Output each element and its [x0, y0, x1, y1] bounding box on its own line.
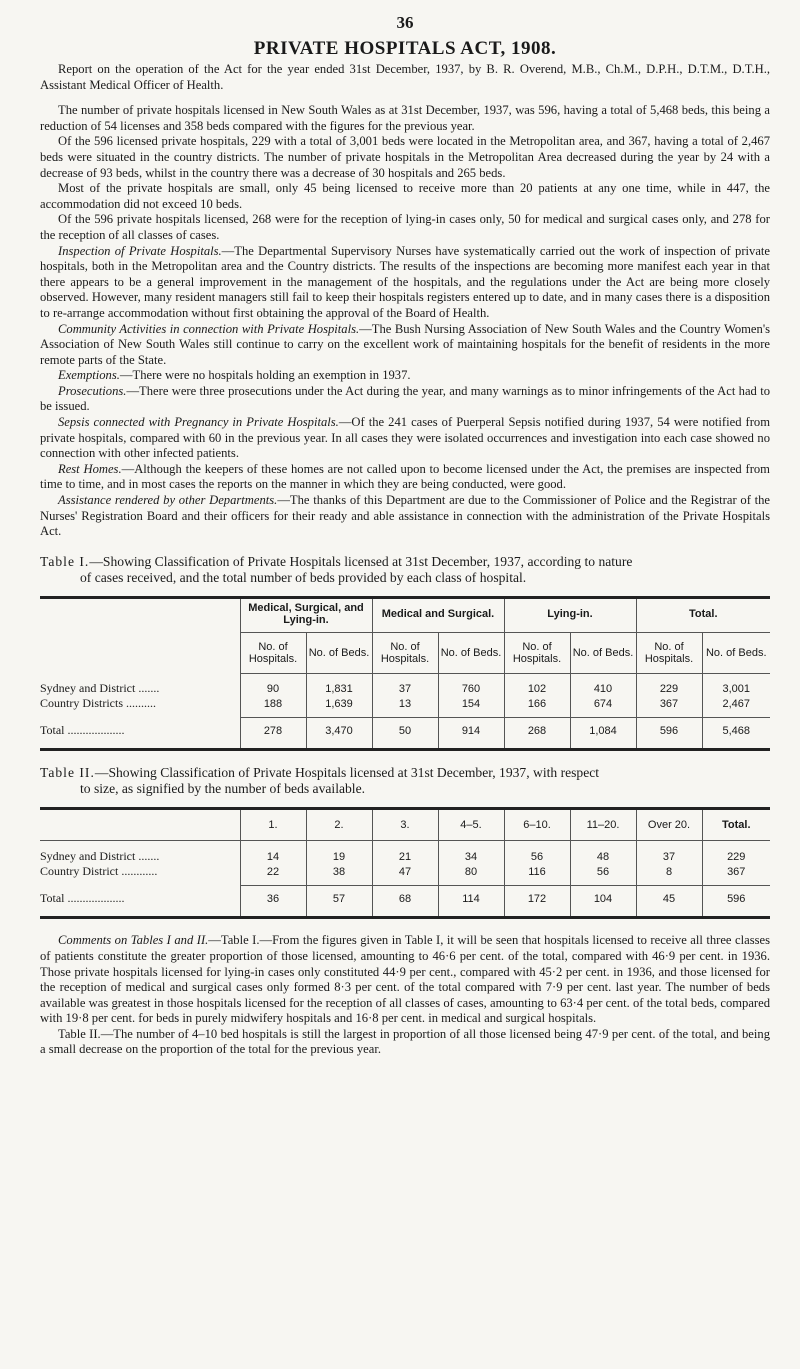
- table-cell: 410: [570, 673, 636, 696]
- table-cell: 37: [372, 673, 438, 696]
- table-cell: 21: [372, 841, 438, 865]
- exemptions-heading: Exemptions.: [58, 368, 120, 383]
- assistance-text: —The thanks of this Department are due to the Commissioner of Police and the Registrar of the Nurses' Registration Board and their officers for their ready and able assistance in connection with the administration of the Private Hospitals Act.: [40, 493, 771, 539]
- table-cell: 914: [438, 717, 504, 750]
- table-row: [40, 885, 770, 918]
- table1-group-lying-in: Lying-in.: [504, 597, 636, 632]
- table1-group-all: Medical, Surgical, and Lying-in.: [240, 597, 372, 632]
- table-row: [40, 717, 770, 750]
- table1-caption-text1: —Showing Classification of Private Hospitals licensed at 31st December, 1937, according to nature: [89, 553, 633, 569]
- inspection-heading: Inspection of Private Hospitals.: [58, 243, 222, 258]
- table-row: [40, 864, 770, 885]
- table-cell: 674: [570, 696, 636, 717]
- table-cell: 47: [372, 864, 438, 885]
- table-cell: 56: [504, 841, 570, 865]
- table2-total-label: Total ...................: [40, 891, 125, 906]
- exemptions-text: —There were no hospitals holding an exemption in 1937.: [119, 368, 411, 383]
- prosecutions-text: —There were three prosecutions under the Act during the year, and many warnings as to minor infringements of the Act had to be issued.: [40, 383, 770, 414]
- table1-sub-hospitals: No. of Hospitals.: [504, 632, 570, 673]
- table-cell: 13: [372, 696, 438, 717]
- table1: [40, 596, 770, 752]
- table2-caption: [40, 765, 770, 797]
- table2-header: 4–5.: [438, 809, 504, 841]
- table-cell: 80: [438, 864, 504, 885]
- table-cell: 229: [702, 841, 770, 865]
- table-cell: 1,639: [306, 696, 372, 717]
- table-cell: 1,084: [570, 717, 636, 750]
- table1-sub-hospitals: No. of Hospitals.: [372, 632, 438, 673]
- sepsis-text: —Of the 241 cases of Puerperal Sepsis notified during 1937, 54 were notified from private hospitals, compared with 60 in the previous year. In all cases they were isolated occurrences and investigation into each case showed no connection with other infected patients.: [40, 415, 771, 461]
- table2-caption-text1: —Showing Classification of Private Hospitals licensed at 31st December, 1937, with respect: [94, 765, 600, 781]
- table-cell: 172: [504, 885, 570, 918]
- table1-total-label: Total ...................: [40, 723, 125, 738]
- table-cell: 268: [504, 717, 570, 750]
- table-cell: 116: [504, 864, 570, 885]
- table-row: [40, 673, 770, 696]
- table2-header: 2.: [306, 809, 372, 841]
- assistance-heading: Assistance rendered by other Departments.: [58, 493, 278, 508]
- paragraph-community: [40, 322, 770, 369]
- paragraph-exemptions: [40, 368, 770, 384]
- report-byline: Report on the operation of the Act for the year ended 31st December, 1937, by B. R. Overend, M.B., Ch.M., D.P.H., D.T.M., D.T.H., Assistant Medical Officer of Health.: [40, 62, 770, 92]
- table-cell: 57: [306, 885, 372, 918]
- paragraph-licensed-count: The number of private hospitals licensed in New South Wales as at 31st December, 1937, was 596, having a total of 5,468 beds, this being a reduction of 54 licenses and 358 beds compared with the figures for the previous year.: [40, 103, 770, 133]
- table-cell: 278: [240, 717, 306, 750]
- table1-row-label: Sydney and District .......: [40, 681, 160, 696]
- paragraph-prosecutions: [40, 384, 770, 415]
- table-cell: 37: [636, 841, 702, 865]
- table-cell: 68: [372, 885, 438, 918]
- table1-sub-hospitals: No. of Hospitals.: [636, 632, 702, 673]
- table2-header: 6–10.: [504, 809, 570, 841]
- table1-sub-beds: No. of Beds.: [438, 632, 504, 673]
- table2-row-label: Sydney and District .......: [40, 849, 160, 864]
- paragraph-metropolitan: Of the 596 licensed private hospitals, 229 with a total of 3,001 beds were located in the Metropolitan area, and 367, having a total of 2,467 beds were situated in the country districts. The number of private hospitals in the Metropolitan Area decreased during the year by 24 with a decrease of 93 beds, whilst in the country there was a decrease of 30 hospitals and 265 beds.: [40, 134, 770, 180]
- community-text: —The Bush Nursing Association of New South Wales and the Country Women's Association of New South Wales still continue to carry on the excellent work of maintaining hospitals for the benefit of residents in the more remote parts of the State.: [40, 321, 770, 367]
- paragraph-sepsis: [40, 415, 770, 462]
- document-page: [40, 10, 770, 1058]
- paragraph-rest-homes: [40, 462, 770, 493]
- table1-sub-beds: No. of Beds.: [702, 632, 770, 673]
- rest-homes-text: —Although the keepers of these homes are not called upon to become licensed under the Act, the premises are inspected from time to time, and in most cases the reports on the manner in which they are being conducted, were good.: [40, 461, 770, 492]
- table1-corner: [40, 597, 240, 632]
- paragraph-assistance: [40, 493, 770, 540]
- table-cell: 229: [636, 673, 702, 696]
- table-cell: 367: [636, 696, 702, 717]
- table-cell: 8: [636, 864, 702, 885]
- table-row: [40, 696, 770, 717]
- table2-header: 1.: [240, 809, 306, 841]
- table2-corner: [40, 809, 240, 841]
- table-cell: 760: [438, 673, 504, 696]
- table2-caption-line1: [40, 765, 770, 781]
- table2-header: 3.: [372, 809, 438, 841]
- comments-text: —Table I.—From the figures given in Table I, it will be seen that hospitals licensed to receive all three classes of patients constitute the greater proportion of those licensed, amounting to 46·6 per cent. of the total, compared with 46·9 per cent. in 1936. Those private hospitals licensed for lying-in cases only constituted 44·9 per cent., compared with 45·2 per cent. in 1936, and those licensed for the reception of medical and surgical cases only formed 8·3 per cent. of the total compared with 7·9 per cent. last year. The number of beds available was greatest in those hospitals licensed for the reception of all classes of cases, amounting to 63·4 per cent. of the total beds, compared with 19·8 per cent. for beds in purely midwifery hospitals and 16·8 per cent. in medical and surgical hospitals.: [40, 933, 770, 1026]
- sepsis-heading: Sepsis connected with Pregnancy in Private Hospitals.: [58, 415, 339, 430]
- table-cell: 104: [570, 885, 636, 918]
- table-cell: 2,467: [702, 696, 770, 717]
- table1-caption: [40, 554, 770, 586]
- table2: [40, 807, 770, 919]
- table1-row-label: Country Districts ..........: [40, 696, 156, 711]
- table1-caption-line2: of cases received, and the total number of beds provided by each class of hospital.: [80, 569, 527, 585]
- table-cell: 90: [240, 673, 306, 696]
- table1-sub-beds: No. of Beds.: [570, 632, 636, 673]
- table2-header: Total.: [702, 809, 770, 841]
- table-cell: 154: [438, 696, 504, 717]
- table1-sub-beds: No. of Beds.: [306, 632, 372, 673]
- table-cell: 596: [636, 717, 702, 750]
- table-cell: 102: [504, 673, 570, 696]
- table-cell: 5,468: [702, 717, 770, 750]
- page-title: PRIVATE HOSPITALS ACT, 1908.: [253, 38, 557, 59]
- table-cell: 50: [372, 717, 438, 750]
- paragraph-comments: [40, 933, 770, 1027]
- paragraph-inspection: [40, 244, 770, 322]
- community-heading: Community Activities in connection with Private Hospitals.: [58, 321, 360, 336]
- table2-header: 11–20.: [570, 809, 636, 841]
- table-cell: 596: [702, 885, 770, 918]
- table-cell: 45: [636, 885, 702, 918]
- table-cell: 34: [438, 841, 504, 865]
- table-cell: 14: [240, 841, 306, 865]
- paragraph-case-types: Of the 596 private hospitals licensed, 268 were for the reception of lying-in cases only, 50 for medical and surgical cases only, and 278 for the reception of all classes of cases.: [40, 212, 770, 242]
- table-cell: 38: [306, 864, 372, 885]
- rest-homes-heading: Rest Homes.: [58, 461, 122, 476]
- page-number: 36: [396, 13, 414, 32]
- table1-caption-line1: [40, 554, 770, 570]
- table1-group-total: Total.: [636, 597, 770, 632]
- inspection-text: —The Departmental Supervisory Nurses have systematically carried out the work of inspection of private hospitals, both in the Metropolitan area and the Country districts. The results of the inspections are becoming more manifest each year in that there appears to be a general improvement in the management of the hospitals, and the regulations under the Act are being more closely observed. However, many resident managers still fail to keep their hospitals registers entered up to date, and in many cases there is a disposition to re-arrange accommodation without first obtaining the approval of the Board of Health.: [40, 243, 770, 320]
- comments-heading: Comments on Tables I and II.: [58, 933, 209, 948]
- table-cell: 1,831: [306, 673, 372, 696]
- table-cell: 114: [438, 885, 504, 918]
- table1-label: Table I.: [40, 553, 90, 569]
- table-cell: 166: [504, 696, 570, 717]
- table2-row-label: Country District ............: [40, 864, 158, 879]
- prosecutions-heading: Prosecutions.: [58, 383, 127, 398]
- table2-label: Table II.: [40, 765, 95, 781]
- table-cell: 48: [570, 841, 636, 865]
- table-cell: 3,001: [702, 673, 770, 696]
- paragraph-small-hospitals: Most of the private hospitals are small, only 45 being licensed to receive more than 20 patients at any one time, while in 447, the accommodation did not exceed 10 beds.: [40, 181, 770, 211]
- table-cell: 367: [702, 864, 770, 885]
- table1-sub-hospitals: No. of Hospitals.: [240, 632, 306, 673]
- table-cell: 188: [240, 696, 306, 717]
- table-cell: 36: [240, 885, 306, 918]
- table-cell: 56: [570, 864, 636, 885]
- paragraph-table2-comment: Table II.—The number of 4–10 bed hospitals is still the largest in proportion of all those licensed being 47·9 per cent. of the total, and being a small decrease on the proportion of the total for the previous year.: [40, 1026, 770, 1057]
- table-cell: 19: [306, 841, 372, 865]
- table2-header: Over 20.: [636, 809, 702, 841]
- table1-group-med-surg: Medical and Surgical.: [372, 597, 504, 632]
- table1-corner-2: [40, 632, 240, 673]
- table-row: [40, 841, 770, 865]
- table2-caption-line2: to size, as signified by the number of beds available.: [80, 781, 366, 797]
- table-cell: 3,470: [306, 717, 372, 750]
- table-cell: 22: [240, 864, 306, 885]
